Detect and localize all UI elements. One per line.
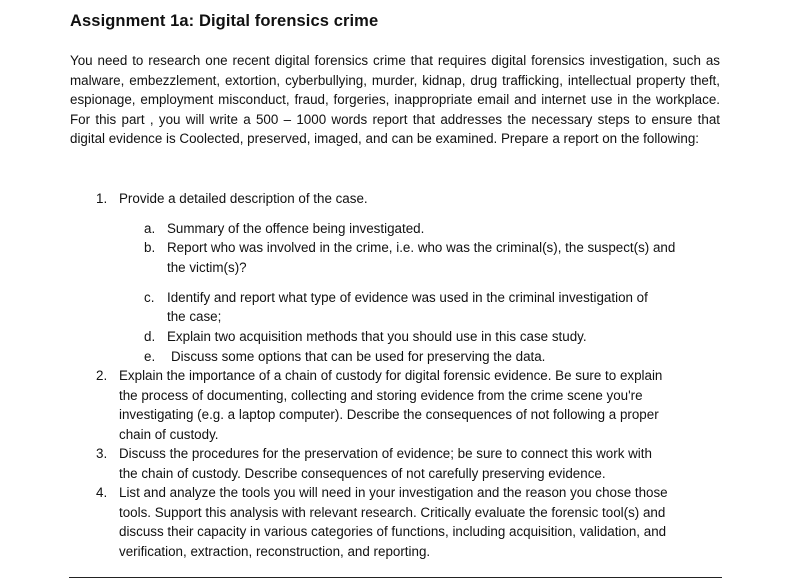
item-2-text-line2: the process of documenting, collecting and storing evidence from the crime scene you're [119,388,643,403]
item-3-number: 3. [96,446,108,461]
subitem-d-letter: d. [144,329,156,344]
item-2-number: 2. [96,368,108,383]
subitem-b-text-line2: the victim(s)? [167,260,247,275]
item-4-number: 4. [96,485,108,500]
subitem-b-letter: b. [144,240,156,255]
bottom-divider [69,577,722,578]
subitem-c-text-line2: the case; [167,309,222,324]
item-2-text-line3: investigating (e.g. a laptop computer). Describe the consequences of not following a proper [119,407,659,422]
item-4-text-line1: List and analyze the tools you will need in your investigation and the reason you chose those [119,485,668,500]
subitem-a-text: Summary of the offence being investigated. [167,221,425,236]
item-1-number: 1. [96,191,108,206]
intro-paragraph: You need to research one recent digital forensics crime that requires digital forensics investigation, such as malware, embezzlement, extortion, cyberbullying, murder, kidnap, drug trafficking, intellectual property theft, espionage, employment misconduct, fraud, forgeries, inappropriate email and internet use in the workplace. For this part , you will write a 500 – 1000 words report that addresses the necessary steps to ensure that digital evidence is Coolected, preserved, imaged, and can be examined. Prepare a report on the following: [70,53,720,147]
item-4-text-line4: verification, extraction, reconstruction, and reporting. [119,544,431,559]
subitem-d-text: Explain two acquisition methods that you should use in this case study. [167,329,587,344]
item-4-text-line2: tools. Support this analysis with relevant research. Critically evaluate the forensic tool(s) and [119,505,666,520]
item-4-text-line3: discuss their capacity in various categories of functions, including acquisition, validation, and [119,524,667,539]
item-2-text-line4: chain of custody. [119,427,219,442]
subitem-b-text-line1: Report who was involved in the crime, i.e. who was the criminal(s), the suspect(s) and [167,240,676,255]
page-title: Assignment 1a: Digital forensics crime [70,12,379,30]
subitem-e-text: Discuss some options that can be used for preserving the data. [171,349,546,364]
subitem-a-letter: a. [144,221,156,236]
item-3-text-line1: Discuss the procedures for the preservation of evidence; be sure to connect this work with [119,446,652,461]
subitem-c-text-line1: Identify and report what type of evidence was used in the criminal investigation of [167,290,648,305]
item-2-text-line1: Explain the importance of a chain of custody for digital forensic evidence. Be sure to explain [119,368,663,383]
item-1-text: Provide a detailed description of the case. [119,191,368,206]
subitem-e-letter: e. [144,349,156,364]
subitem-c-letter: c. [144,290,155,305]
item-3-text-line2: the chain of custody. Describe consequences of not carefully preserving evidence. [119,466,606,481]
